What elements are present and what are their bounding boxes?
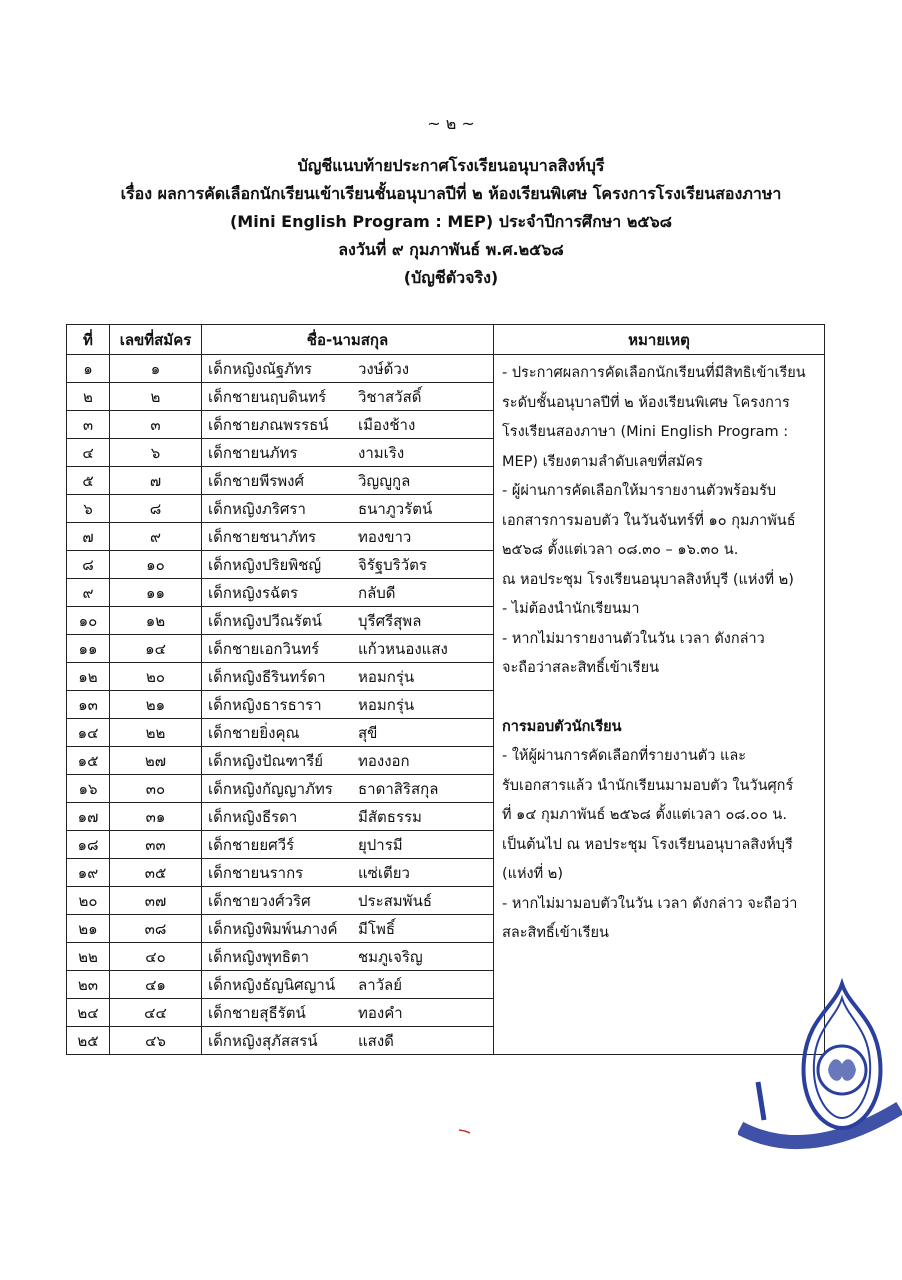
student-first-name: เด็กหญิงธัญนิศญาน์: [208, 975, 336, 994]
student-last-name: มีสัตธรรม: [358, 807, 422, 826]
student-last-name: จิรัฐบริวัตร: [358, 555, 427, 574]
remark-line: ๒๕๖๘ ตั้งแต่เวลา ๐๘.๓๐ – ๑๖.๓๐ น.: [502, 542, 739, 558]
student-first-name: เด็กชายยศวีร์: [208, 835, 295, 854]
student-first-name: เด็กหญิงณัฐภัทร: [208, 359, 312, 378]
student-first-name: เด็กชายนรากร: [208, 863, 304, 882]
application-number: ๒๒: [110, 719, 202, 747]
student-first-name: เด็กหญิงธารธารา: [208, 695, 322, 714]
student-first-name: เด็กหญิงพุทธิตา: [208, 947, 310, 966]
student-list-table: [66, 324, 825, 1055]
header-line-1: บัญชีแนบท้ายประกาศโรงเรียนอนุบาลสิงห์บุรี: [297, 156, 605, 175]
student-first-name: เด็กชายภณพรรธน์: [208, 415, 329, 434]
remark-line: - ไม่ต้องนำนักเรียนมา: [502, 601, 640, 617]
row-number: ๒: [67, 383, 110, 411]
student-last-name: ธาดาสิริสกุล: [358, 779, 439, 798]
application-number: ๔๔: [110, 999, 202, 1027]
row-number: ๙: [67, 579, 110, 607]
student-last-name: แก้วหนองแสง: [358, 639, 448, 658]
student-name-cell: [202, 747, 494, 775]
student-first-name: เด็กหญิงสุภัสสรน์: [208, 1031, 318, 1050]
remarks-cell: [494, 355, 825, 1055]
row-number: ๑๐: [67, 607, 110, 635]
page-number: ~ ๒ ~: [427, 114, 475, 133]
remark-line: - หากไม่มามอบตัวในวัน เวลา ดังกล่าว จะถือว่า: [502, 895, 798, 912]
row-number: ๑๗: [67, 803, 110, 831]
application-number: ๑๒: [110, 607, 202, 635]
row-number: ๑๘: [67, 831, 110, 859]
header-name: ชื่อ-นามสกุล: [202, 325, 494, 355]
remark-line: - ประกาศผลการคัดเลือกนักเรียนที่มีสิทธิเข้าเรียน: [502, 365, 806, 381]
student-name-cell: [202, 971, 494, 999]
remark-line: จะถือว่าสละสิทธิ์เข้าเรียน: [502, 660, 660, 676]
student-name-cell: [202, 355, 494, 383]
student-first-name: เด็กหญิงพิมพ์นภางค์: [208, 919, 338, 938]
row-number: ๒๓: [67, 971, 110, 999]
header-no: ที่: [67, 325, 110, 355]
student-last-name: เมืองช้าง: [358, 415, 416, 434]
row-number: ๑๑: [67, 635, 110, 663]
application-number: ๒๗: [110, 747, 202, 775]
application-number: ๑๑: [110, 579, 202, 607]
student-first-name: เด็กชายยิ่งคุณ: [208, 723, 300, 742]
row-number: ๑๒: [67, 663, 110, 691]
row-number: ๖: [67, 495, 110, 523]
application-number: ๙: [110, 523, 202, 551]
application-number: ๓๐: [110, 775, 202, 803]
table-header-row: [67, 325, 825, 355]
application-number: ๑๔: [110, 635, 202, 663]
student-last-name: ทองงอก: [358, 751, 410, 770]
student-last-name: หอมกรุ่น: [358, 695, 415, 714]
remark-line: เอกสารการมอบตัว ในวันจันทร์ที่ ๑๐ กุมภาพันธ์: [502, 512, 796, 529]
student-first-name: เด็กหญิงปวีณรัตน์: [208, 611, 322, 630]
student-last-name: วงษ์ด้วง: [358, 359, 410, 378]
application-number: ๔๖: [110, 1027, 202, 1055]
row-number: ๓: [67, 411, 110, 439]
student-first-name: เด็กหญิงภริศรา: [208, 499, 306, 518]
student-last-name: แซ่เตียว: [358, 863, 410, 882]
application-number: ๓: [110, 411, 202, 439]
student-name-cell: [202, 579, 494, 607]
row-number: ๑๖: [67, 775, 110, 803]
student-name-cell: [202, 719, 494, 747]
student-name-cell: [202, 1027, 494, 1055]
remark-line: (แห่งที่ ๒): [502, 866, 564, 882]
student-last-name: งามเริง: [358, 443, 405, 462]
student-first-name: เด็กชายพีรพงศ์: [208, 471, 305, 490]
student-last-name: แสงดี: [358, 1031, 394, 1050]
header-app-no: เลขที่สมัคร: [110, 325, 202, 355]
application-number: ๗: [110, 467, 202, 495]
application-number: ๓๕: [110, 859, 202, 887]
application-number: ๓๗: [110, 887, 202, 915]
student-last-name: วิญญูกูล: [358, 471, 411, 490]
table-row: [67, 355, 825, 383]
row-number: ๑๕: [67, 747, 110, 775]
student-first-name: เด็กชายสุธีรัตน์: [208, 1003, 306, 1022]
header-line-4: ลงวันที่ ๙ กุมภาพันธ์ พ.ศ.๒๕๖๘: [338, 240, 564, 259]
student-first-name: เด็กหญิงกัญญาภัทร: [208, 779, 333, 798]
remarks-heading: การมอบตัวนักเรียน: [502, 718, 622, 735]
student-last-name: ทองคำ: [358, 1003, 403, 1022]
student-first-name: เด็กชายนภัทร: [208, 443, 298, 462]
row-number: ๑๔: [67, 719, 110, 747]
table-body: [67, 355, 825, 1055]
application-number: ๓๘: [110, 915, 202, 943]
student-name-cell: [202, 607, 494, 635]
row-number: ๒๔: [67, 999, 110, 1027]
student-name-cell: [202, 943, 494, 971]
student-name-cell: [202, 439, 494, 467]
remark-line: - ผู้ผ่านการคัดเลือกให้มารายงานตัวพร้อมรับ: [502, 483, 777, 499]
application-number: ๓๑: [110, 803, 202, 831]
row-number: ๔: [67, 439, 110, 467]
row-number: ๒๑: [67, 915, 110, 943]
remark-line: สละสิทธิ์เข้าเรียน: [502, 925, 609, 941]
remark-line: - ให้ผู้ผ่านการคัดเลือกที่รายงานตัว และ: [502, 748, 746, 764]
remark-line: เป็นต้นไป ณ หอประชุม โรงเรียนอนุบาลสิงห์บุรี: [502, 836, 793, 853]
student-last-name: ยุปารมี: [358, 835, 403, 854]
student-name-cell: [202, 411, 494, 439]
row-number: ๑: [67, 355, 110, 383]
student-last-name: สุขี: [358, 723, 378, 742]
remark-line: - หากไม่มารายงานตัวในวัน เวลา ดังกล่าว: [502, 630, 765, 647]
student-name-cell: [202, 887, 494, 915]
student-name-cell: [202, 383, 494, 411]
student-name-cell: [202, 915, 494, 943]
school-seal-icon: [738, 978, 902, 1154]
header-line-2: เรื่อง ผลการคัดเลือกนักเรียนเข้าเรียนชั้นอนุบาลปีที่ ๒ ห้องเรียนพิเศษ โครงการโรงเรียนสองภาษา: [120, 184, 782, 203]
row-number: ๕: [67, 467, 110, 495]
remark-line: ณ หอประชุม โรงเรียนอนุบาลสิงห์บุรี (แห่งที่ ๒): [502, 571, 794, 588]
student-last-name: ชมภูเจริญ: [358, 947, 423, 966]
student-first-name: เด็กหญิงธีรินทร์ดา: [208, 667, 326, 686]
application-number: ๑: [110, 355, 202, 383]
student-first-name: เด็กชายเอกวินทร์: [208, 639, 320, 658]
student-first-name: เด็กหญิงปัณฑารีย์: [208, 751, 324, 770]
row-number: ๑๓: [67, 691, 110, 719]
student-first-name: เด็กหญิงธีรดา: [208, 807, 298, 826]
application-number: ๔๐: [110, 943, 202, 971]
student-last-name: หอมกรุ่น: [358, 667, 415, 686]
row-number: ๗: [67, 523, 110, 551]
student-name-cell: [202, 523, 494, 551]
student-last-name: วิชาสวัสดิ์: [358, 387, 422, 406]
student-last-name: ธนาภูวรัตน์: [358, 499, 433, 518]
student-first-name: เด็กหญิงรฉัตร: [208, 583, 299, 602]
student-last-name: ประสมพันธ์: [358, 891, 432, 910]
student-name-cell: [202, 495, 494, 523]
student-last-name: บุรีศรีสุพล: [358, 611, 422, 630]
student-last-name: ทองขาว: [358, 527, 412, 546]
header-line-5: (บัญชีตัวจริง): [403, 268, 499, 287]
header-line-3: (Mini English Program : MEP) ประจำปีการศึกษา ๒๕๖๘: [229, 212, 673, 231]
row-number: ๒๕: [67, 1027, 110, 1055]
application-number: ๒: [110, 383, 202, 411]
remark-line: รับเอกสารแล้ว นำนักเรียนมามอบตัว ในวันศุกร์: [502, 777, 794, 794]
student-first-name: เด็กชายชนาภัทร: [208, 527, 317, 546]
remark-line: MEP) เรียงตามลำดับเลขที่สมัคร: [502, 453, 703, 470]
student-first-name: เด็กหญิงปริยพิชญ์: [208, 555, 322, 574]
application-number: ๒๑: [110, 691, 202, 719]
red-mark-icon: [458, 1128, 472, 1134]
student-last-name: กลับดี: [358, 583, 396, 602]
student-name-cell: [202, 691, 494, 719]
student-name-cell: [202, 775, 494, 803]
application-number: ๘: [110, 495, 202, 523]
row-number: ๘: [67, 551, 110, 579]
row-number: ๒๐: [67, 887, 110, 915]
student-name-cell: [202, 663, 494, 691]
application-number: ๔๑: [110, 971, 202, 999]
remark-line: ระดับชั้นอนุบาลปีที่ ๒ ห้องเรียนพิเศษ โครงการ: [502, 394, 790, 411]
application-number: ๓๓: [110, 831, 202, 859]
student-last-name: ลาวัลย์: [358, 975, 403, 994]
application-number: ๒๐: [110, 663, 202, 691]
student-name-cell: [202, 831, 494, 859]
row-number: ๒๒: [67, 943, 110, 971]
student-last-name: มีโพธิ์: [358, 919, 395, 938]
remark-line: ที่ ๑๔ กุมภาพันธ์ ๒๕๖๘ ตั้งแต่เวลา ๐๘.๐๐ น.: [502, 807, 787, 823]
header-remarks: หมายเหตุ: [494, 325, 825, 355]
student-name-cell: [202, 635, 494, 663]
remark-line: โรงเรียนสองภาษา (Mini English Program :: [502, 424, 789, 440]
student-name-cell: [202, 999, 494, 1027]
remarks-text: [494, 355, 824, 949]
student-name-cell: [202, 551, 494, 579]
row-number: ๑๙: [67, 859, 110, 887]
student-name-cell: [202, 859, 494, 887]
application-number: ๖: [110, 439, 202, 467]
document-header: [0, 152, 902, 292]
application-number: ๑๐: [110, 551, 202, 579]
student-first-name: เด็กชายวงศ์วริศ: [208, 891, 311, 910]
student-first-name: เด็กชายนฤบดินทร์: [208, 387, 327, 406]
student-name-cell: [202, 467, 494, 495]
student-name-cell: [202, 803, 494, 831]
